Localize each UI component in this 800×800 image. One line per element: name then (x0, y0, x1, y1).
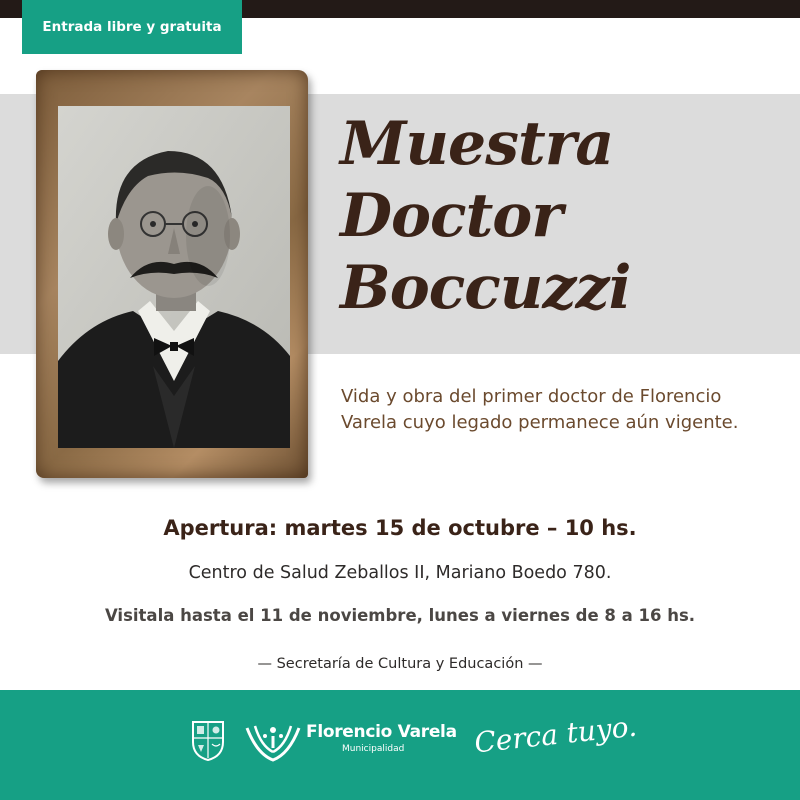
organizer-credit: — Secretaría de Cultura y Educación — (257, 656, 543, 672)
brand-subtitle: Municipalidad (342, 744, 405, 754)
exhibition-title (340, 108, 780, 324)
venue-address: Centro de Salud Zeballos II, Mariano Boedo 780. (188, 563, 612, 583)
badge-text: Entrada libre y gratuita (42, 19, 222, 35)
slogan: Cerca tuyo. (472, 709, 639, 760)
title-line-1: Muestra (340, 109, 614, 179)
brand-name: Florencio Varela (306, 722, 457, 742)
title-line-3: Boccuzzi (340, 253, 631, 323)
visiting-hours: Visitala hasta el 11 de noviembre, lunes a viernes de 8 a 16 hs. (104, 606, 696, 625)
coat-of-arms-icon (190, 718, 226, 762)
portrait-photo (58, 106, 290, 448)
exhibition-description: Vida y obra del primer doctor de Florencio Varela cuyo legado permanece aún vigente. (341, 386, 739, 433)
opening-info: Apertura: martes 15 de octubre – 10 hs. (163, 516, 637, 540)
florencio-varela-logo-icon (243, 718, 303, 764)
footer-bar (0, 690, 800, 800)
free-entry-badge (22, 0, 242, 54)
title-line-2: Doctor (340, 181, 562, 251)
